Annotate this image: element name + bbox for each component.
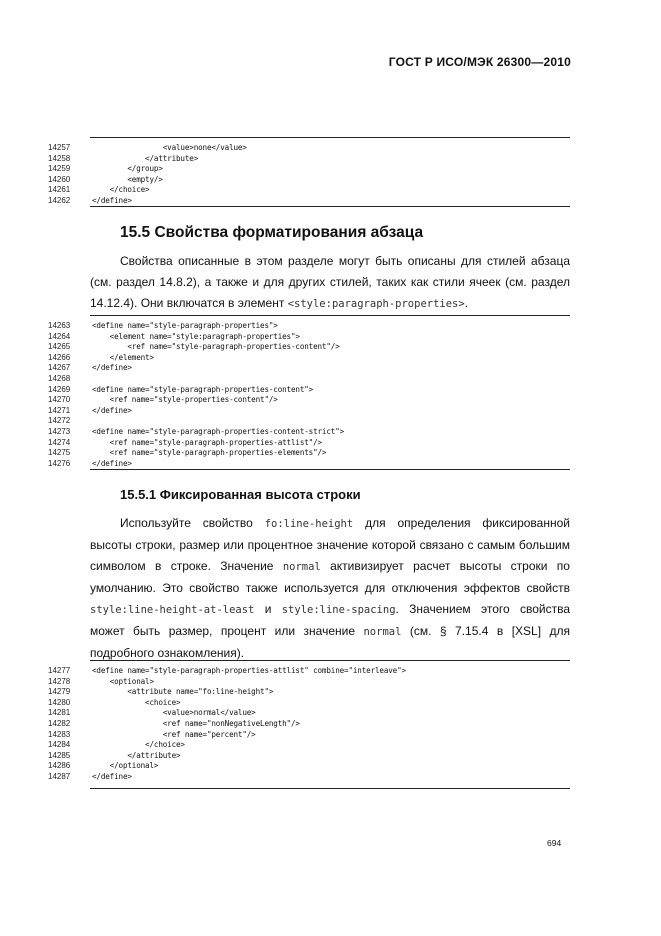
code-text: </choice>	[92, 740, 185, 750]
code-text: </attribute>	[92, 153, 199, 163]
paragraph-text: .	[464, 296, 469, 310]
code-text: <value>none</value>	[92, 143, 247, 152]
line-number: 14259	[48, 164, 71, 174]
inline-code: style:line-spacing	[281, 604, 396, 616]
code-text: <optional>	[92, 676, 154, 686]
line-number: 14285	[48, 750, 71, 760]
code-text: <value>normal</value>	[92, 708, 256, 718]
code-block-top-rule	[90, 660, 570, 661]
code-text: <define name="style-paragraph-properties-content">	[92, 384, 314, 394]
code-text: </optional>	[92, 761, 159, 771]
line-number: 14261	[48, 185, 71, 195]
code-block-bottom-rule	[90, 788, 570, 789]
line-number: 14262	[48, 196, 71, 205]
code-text: </group>	[92, 164, 163, 174]
paragraph-15-5-1	[90, 513, 570, 664]
line-number: 14276	[48, 458, 71, 468]
line-number: 14264	[48, 331, 71, 341]
code-text: <ref name="percent"/>	[92, 729, 256, 739]
code-block-bottom-rule	[90, 469, 570, 470]
line-number: 14266	[48, 352, 71, 362]
code-text: <define name="style-paragraph-properties-content-strict">	[92, 427, 345, 436]
paragraph-text: Свойства описанные в этом разделе могут быть описаны для стилей абзаца (см. раздел 14.8.2), а также и для других стилей, таких как стили ячеек (см. раздел 14.12.4). Они включатся в элемент	[90, 254, 570, 310]
code-text: </define>	[92, 772, 132, 781]
line-number: 14281	[48, 708, 71, 718]
document-header: ГОСТ Р ИСО/МЭК 26300—2010	[388, 55, 571, 69]
line-number: 14273	[48, 427, 71, 436]
code-block-top-rule	[90, 137, 570, 138]
line-number: 14271	[48, 405, 71, 415]
code-block-top-rule	[90, 315, 570, 316]
line-number: 14267	[48, 363, 71, 373]
line-number: 14257	[48, 143, 71, 152]
code-text: <define name="style-paragraph-properties">	[92, 321, 278, 330]
line-number: 14286	[48, 761, 71, 771]
code-text: </attribute>	[92, 750, 181, 760]
code-text: <define name="style-paragraph-properties-attlist" combine="interleave">	[92, 666, 406, 675]
code-text: <ref name="style-paragraph-properties-content"/>	[92, 342, 340, 352]
paragraph-15-5	[90, 251, 570, 315]
line-number: 14287	[48, 772, 71, 781]
line-number: 14279	[48, 687, 71, 697]
paragraph-text: активизирует расчет высоты строки по умолчанию. Это свойство также используется для отключения эффектов свойств	[90, 559, 570, 595]
code-text: <ref name="style-paragraph-properties-attlist"/>	[92, 437, 322, 447]
code-text: <element name="style:paragraph-properties">	[92, 331, 300, 341]
inline-code: style:line-height-at-least	[90, 604, 255, 616]
line-number: 14272	[48, 416, 71, 426]
code-block-bottom-rule	[90, 206, 570, 207]
line-number: 14275	[48, 448, 71, 458]
code-text: </choice>	[92, 185, 150, 195]
inline-code: normal	[282, 561, 321, 573]
code-text: </define>	[92, 458, 132, 468]
code-text: <attribute name="fo:line-height">	[92, 687, 274, 697]
line-number: 14268	[48, 374, 71, 383]
line-number: 14270	[48, 395, 71, 405]
code-text: </define>	[92, 196, 132, 205]
code-text: <empty/>	[92, 174, 163, 184]
line-number: 14260	[48, 174, 71, 184]
line-number: 14280	[48, 697, 71, 707]
line-number: 14258	[48, 153, 71, 163]
paragraph-text: и	[264, 602, 272, 616]
paragraph-text: для определения фиксированной высоты строки, размер или процентное значение которой связано с самым большим символом в строке. Значение	[90, 516, 570, 573]
code-text: <ref name="style-properties-content"/>	[92, 395, 278, 405]
line-number: 14277	[48, 666, 71, 675]
code-text: <ref name="style-paragraph-properties-elements"/>	[92, 448, 327, 458]
line-number: 14278	[48, 676, 71, 686]
line-number: 14263	[48, 321, 71, 330]
code-text: <ref name="nonNegativeLength"/>	[92, 719, 300, 728]
page-number: 694	[547, 838, 562, 848]
line-number: 14265	[48, 342, 71, 352]
line-number: 14284	[48, 740, 71, 750]
inline-code: fo:line-height	[264, 518, 354, 530]
paragraph-text: . Значением этого свойства может быть размер, процент или значение	[90, 602, 570, 638]
section-heading: 15.5 Свойства форматирования абзаца	[120, 224, 424, 241]
line-number: 14274	[48, 437, 71, 447]
paragraph-text: (см. § 7.15.4 в [XSL] для подробного ознакомления).	[90, 624, 571, 660]
line-number: 14283	[48, 729, 71, 739]
inline-code: <style:paragraph-properties>	[287, 298, 465, 310]
paragraph-text: Используйте свойство	[120, 516, 253, 530]
line-number: 14269	[48, 384, 71, 394]
line-number: 14282	[48, 719, 71, 728]
inline-code: normal	[363, 626, 402, 638]
code-text: </define>	[92, 405, 132, 415]
subsection-heading: 15.5.1 Фиксированная высота строки	[120, 487, 361, 502]
code-text: </element>	[92, 352, 154, 362]
code-text: <choice>	[92, 697, 181, 707]
code-text: </define>	[92, 363, 132, 373]
